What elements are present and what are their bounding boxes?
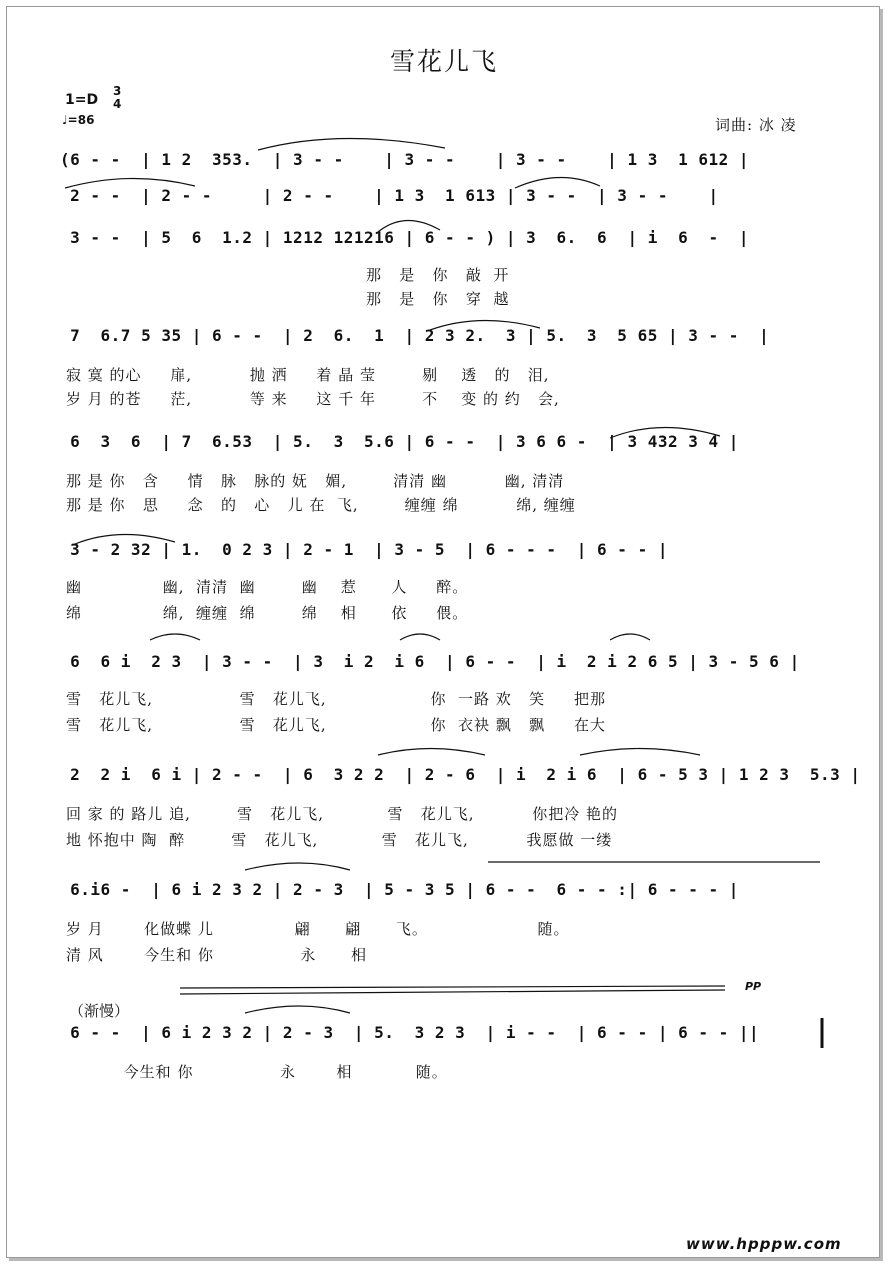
notation-line: 7 6.7 5 35 | 6 - - | 2 6. 1 | 2 3 2. 3 | 5. 3 5 65 | 3 - - | <box>60 326 770 345</box>
lyric-line: 那 是 你 敲 开 <box>66 266 510 284</box>
slur <box>258 138 445 150</box>
lyric-line: 清 风 今生和 你 永 相 <box>66 946 368 964</box>
notation-line: 6.i6 - | 6 i 2 3 2 | 2 - 3 | 5 - 3 5 | 6 - - 6 - - :| 6 - - - | <box>60 880 739 899</box>
lyric-line: 雪 花儿飞, 雪 花儿飞, 你 一路 欢 笑 把那 <box>66 690 606 708</box>
slur <box>65 178 195 188</box>
notation-line: 2 2 i 6 i | 2 - - | 6 3 2 2 | 2 - 6 | i 2 i 6 | 6 - 5 3 | 1 2 3 5.3 | <box>60 765 861 784</box>
dynamic-marking: PP <box>745 980 762 993</box>
lyric-line: 雪 花儿飞, 雪 花儿飞, 你 衣袂 飘 飘 在大 <box>66 716 606 734</box>
lyric-line: 今生和 你 永 相 随。 <box>66 1063 448 1081</box>
hairpin-line <box>180 986 725 988</box>
lyric-line: 那 是 你 含 情 脉 脉的 妩 媚, 清清 幽 幽, 清清 <box>66 472 565 490</box>
lyric-line: 幽 幽, 清清 幽 幽 惹 人 醉。 <box>66 578 469 596</box>
lyric-line: 岁 月 化做蝶 儿 翩 翩 飞。 随。 <box>66 920 570 938</box>
lyric-line: 那 是 你 穿 越 <box>66 290 510 308</box>
lyric-line: 那 是 你 思 念 的 心 儿 在 飞, 缠缠 绵 绵, 缠缠 <box>66 496 576 514</box>
time-signature: 3 4 <box>113 84 122 111</box>
notation-line: 3 - 2 32 | 1. 0 2 3 | 2 - 1 | 3 - 5 | 6 - - - | 6 - - | <box>60 540 668 559</box>
slur <box>400 634 440 640</box>
slur <box>378 220 440 232</box>
lyric-line: 回 家 的 路儿 追, 雪 花儿飞, 雪 花儿飞, 你把冷 艳的 <box>66 805 619 823</box>
slur <box>430 320 540 330</box>
slur <box>150 634 200 640</box>
slur <box>580 749 700 756</box>
slur <box>610 634 650 640</box>
notation-line: 6 6 i 2 3 | 3 - - | 3 i 2 i 6 | 6 - - | i 2 i 2 6 5 | 3 - 5 6 | <box>60 652 800 671</box>
slur <box>515 177 600 188</box>
slur <box>245 863 350 870</box>
notation-line: 6 - - | 6 i 2 3 2 | 2 - 3 | 5. 3 2 3 | i - - | 6 - - | 6 - - || <box>60 1023 760 1042</box>
slur <box>378 749 485 756</box>
tempo-change-note: （渐慢） <box>69 1002 130 1020</box>
notation-line: 3 - - | 5 6 1.2 | 1212 121216 | 6 - - ) | 3 6. 6 | i 6 - | <box>60 228 750 247</box>
notation-line: 6 3 6 | 7 6.53 | 5. 3 5.6 | 6 - - | 3 6 6 - | 3 432 3 4 | <box>60 432 739 451</box>
song-title: 雪花儿飞 <box>389 47 498 76</box>
notation-line: (6 - - | 1 2 353. | 3 - - | 3 - - | 3 - - | 1 3 1 612 | <box>60 150 750 169</box>
lyric-line: 地 怀抱中 陶 醉 雪 花儿飞, 雪 花儿飞, 我愿做 一缕 <box>66 831 613 849</box>
slur <box>610 427 720 438</box>
slur <box>75 534 175 544</box>
notation-line: 2 - - | 2 - - | 2 - - | 1 3 1 613 | 3 - - | 3 - - | <box>60 186 719 205</box>
composer-credit: 词曲: 冰 凌 <box>715 116 797 134</box>
lyric-line: 绵 绵, 缠缠 绵 绵 相 依 偎。 <box>66 604 469 622</box>
watermark: www.hpppw.com <box>686 1235 842 1253</box>
tempo-marking: ♩=86 <box>62 113 95 127</box>
lyric-line: 寂 寞 的心 扉, 抛 洒 着 晶 莹 剔 透 的 泪, <box>66 366 550 384</box>
key-signature: 1=D <box>65 92 99 108</box>
slur <box>245 1006 350 1013</box>
lyric-line: 岁 月 的苍 茫, 等 来 这 千 年 不 变 的 约 会, <box>66 390 560 408</box>
hairpin-line <box>180 990 725 994</box>
